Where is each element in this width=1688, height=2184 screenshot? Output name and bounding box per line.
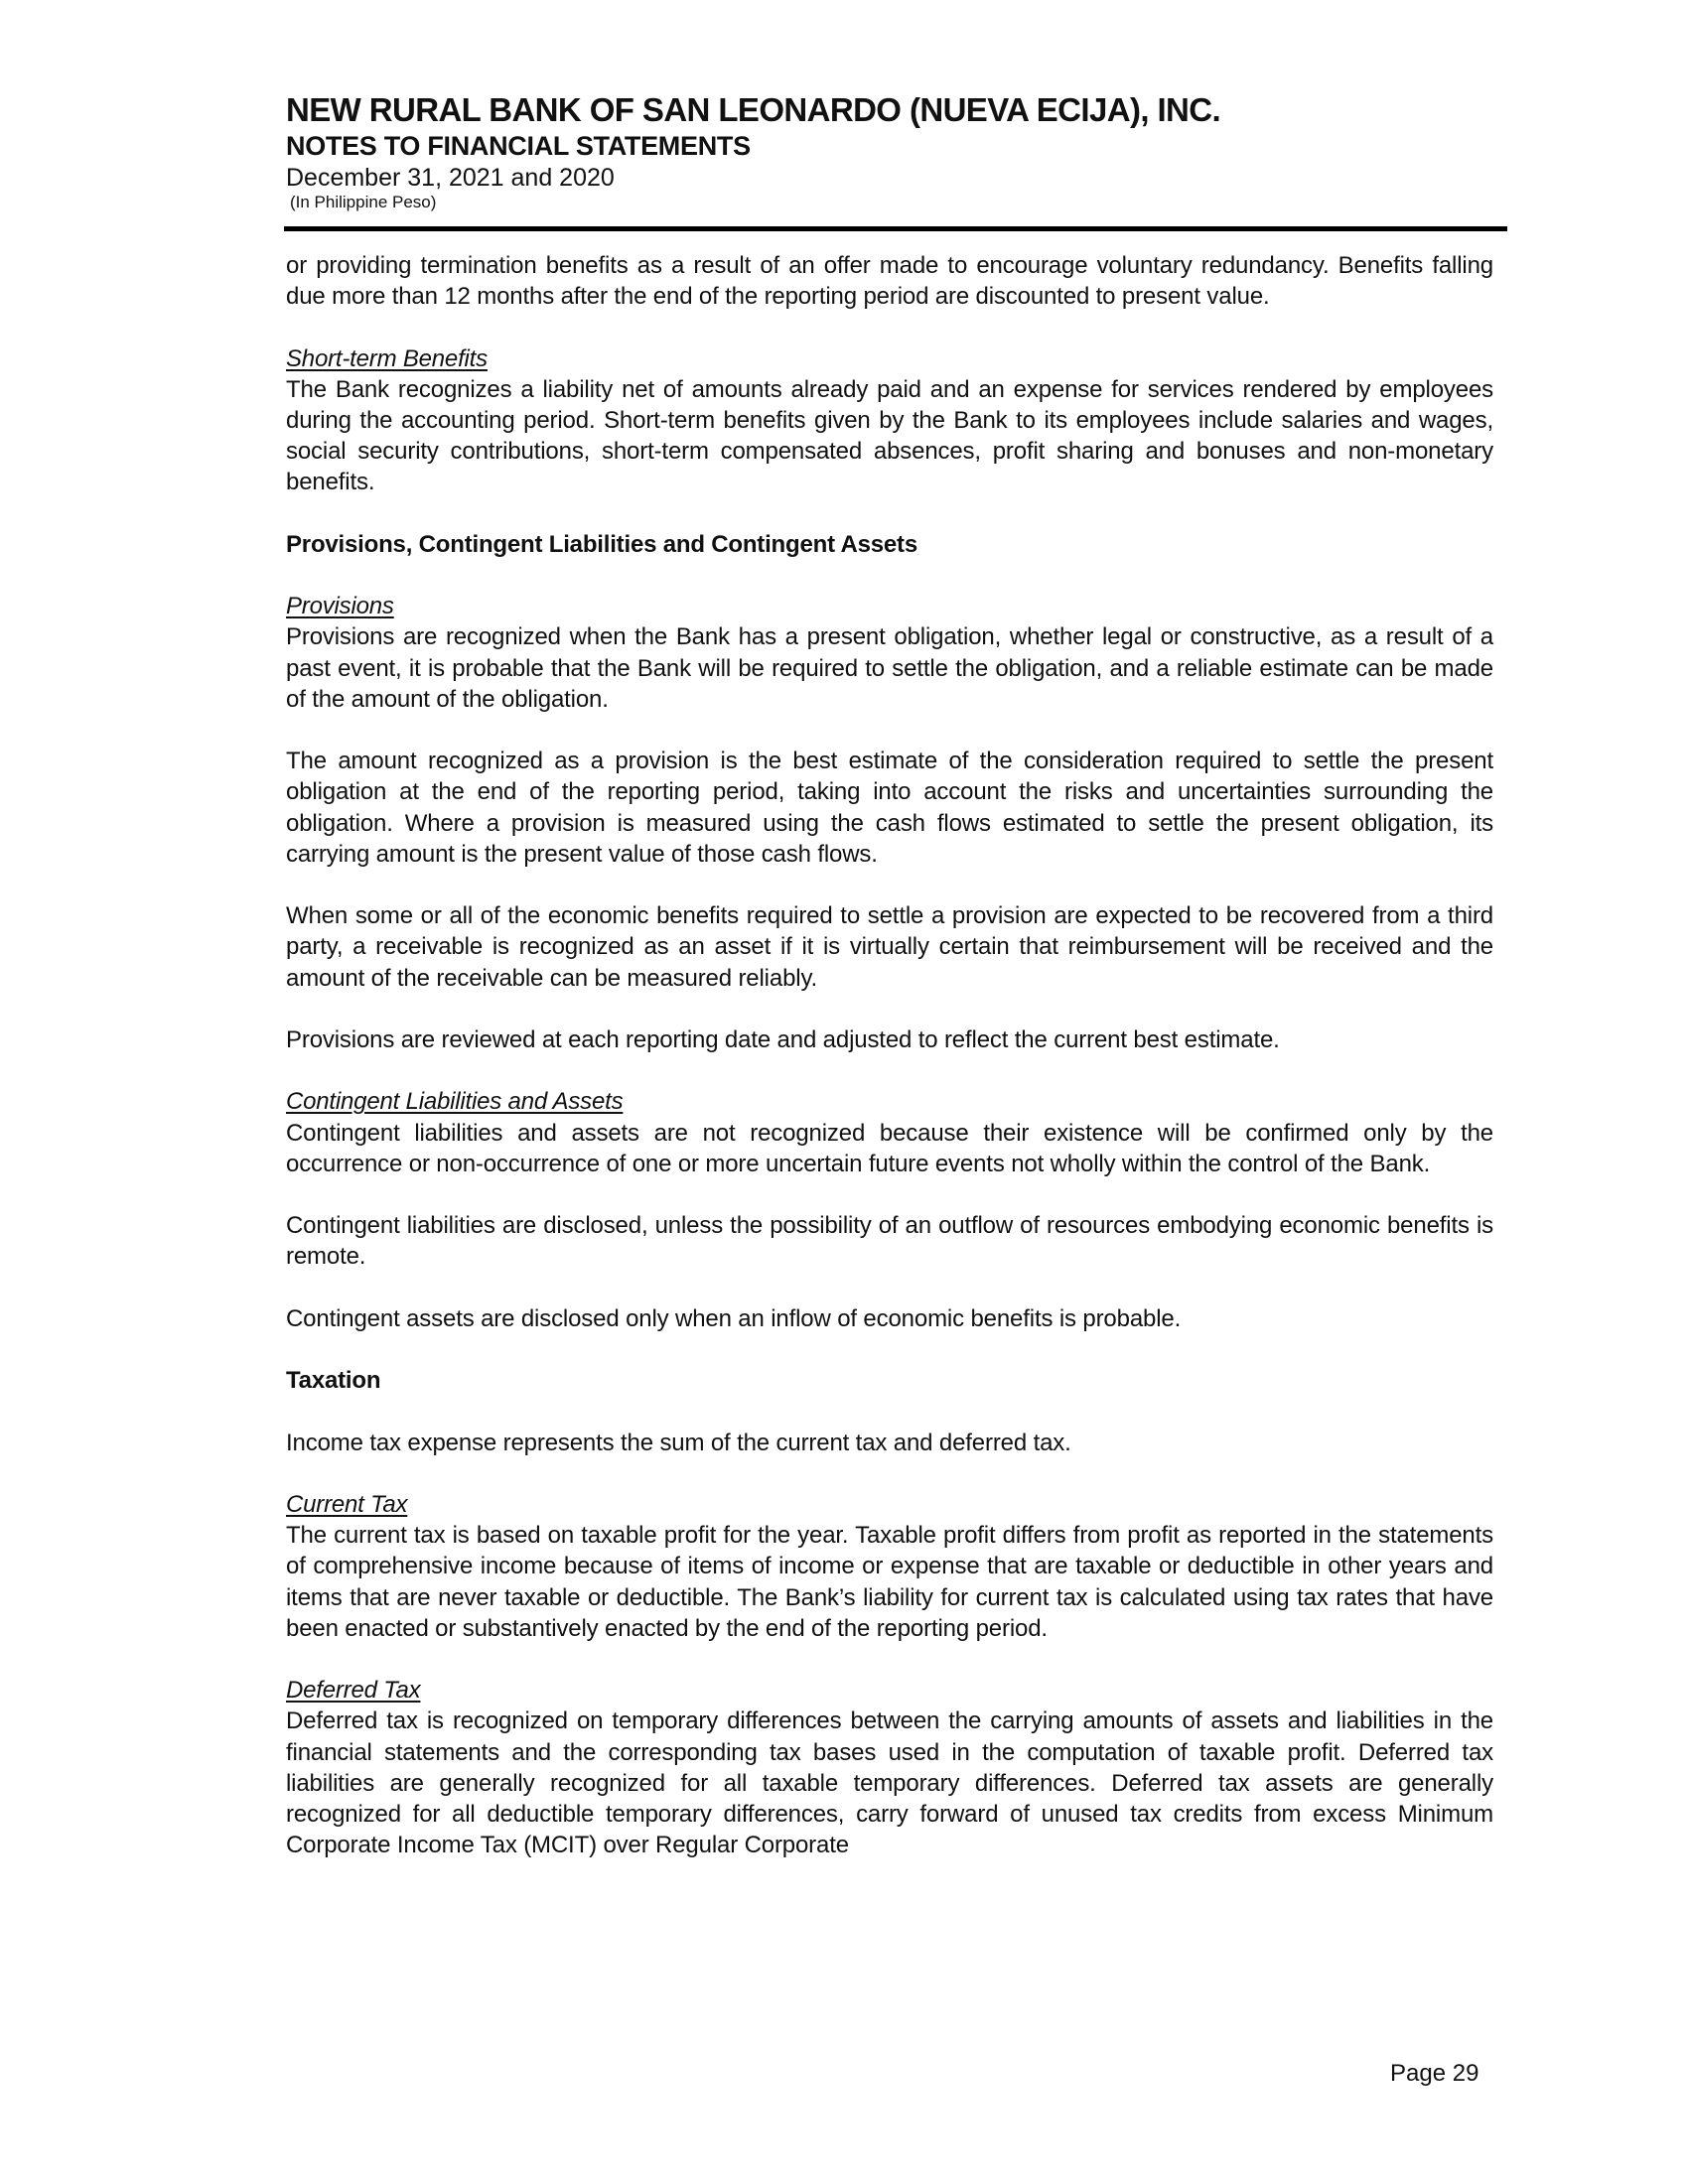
paragraph-deferred-tax: Deferred tax is recognized on temporary differences between the carrying amounts of assets and liabilities in the financial statements and the corresponding tax bases used in the computation of taxable profit. Deferred tax liabilities are generally recognized for all taxable temporary differences. Deferred tax assets are generally recognized for all deductible temporary differences, carry forward of unused tax credits from excess Minimum Corporate Income Tax (MCIT) over Regular Corporate bbox=[286, 1707, 1493, 1859]
company-name: NEW RURAL BANK OF SAN LEONARDO (NUEVA ECIJA), INC. bbox=[286, 91, 1221, 128]
paragraph-provisions-2: The amount recognized as a provision is the best estimate of the consideration required to settle the present obligation at the end of the reporting period, taking into account the risks and uncertainties surrounding the obligation. Where a provision is measured using the cash flows estimated to settle the present obligation, its carrying amount is the present value of those cash flows. bbox=[286, 748, 1493, 868]
reporting-period: December 31, 2021 and 2020 bbox=[286, 164, 615, 192]
paragraph-provisions-4: Provisions are reviewed at each reporting date and adjusted to reflect the current best estimate. bbox=[286, 1025, 1280, 1053]
document-body bbox=[286, 250, 1493, 1860]
currency-note: (In Philippine Peso) bbox=[290, 193, 437, 211]
section-heading-taxation: Taxation bbox=[286, 1367, 381, 1395]
subheading-short-term-benefits: Short-term Benefits bbox=[286, 344, 488, 372]
paragraph-current-tax: The current tax is based on taxable profit for the year. Taxable profit differs from profit as reported in the statements of comprehensive income because of items of income or expense that are taxable or deductible in other years and items that are never taxable or deductible. The Bank’s liability for current tax is calculated using tax rates that have been enacted or substantively enacted by the end of the reporting period. bbox=[286, 1522, 1493, 1642]
paragraph-taxation-intro: Income tax expense represents the sum of the current tax and deferred tax. bbox=[286, 1429, 1071, 1456]
subheading-current-tax: Current Tax bbox=[286, 1490, 408, 1518]
page-number: Page 29 bbox=[1390, 2060, 1479, 2087]
intro-paragraph: or providing termination benefits as a result of an offer made to encourage voluntary redundancy. Benefits falling due more than 12 months after the end of the reporting period are discounted to present value. bbox=[286, 252, 1493, 311]
subheading-deferred-tax: Deferred Tax bbox=[286, 1677, 421, 1705]
page-header bbox=[286, 91, 1509, 212]
header-divider bbox=[284, 226, 1507, 231]
paragraph-provisions-3: When some or all of the economic benefits required to settle a provision are expected to be recovered from a third party, a receivable is recognized as an asset if it is virtually certain that reimbursement will be received and the amount of the receivable can be measured reliably. bbox=[286, 902, 1493, 992]
subheading-provisions: Provisions bbox=[286, 593, 394, 620]
paragraph-contingent-1: Contingent liabilities and assets are not recognized because their existence will be confirmed only by the occurrence or non-occurrence of one or more uncertain future events not wholly within the control of the Bank. bbox=[286, 1119, 1493, 1177]
paragraph-contingent-2: Contingent liabilities are disclosed, unless the possibility of an outflow of resources embodying economic benefits is remote. bbox=[286, 1212, 1493, 1271]
section-heading-provisions: Provisions, Contingent Liabilities and Contingent Assets bbox=[286, 530, 917, 558]
paragraph-provisions-1: Provisions are recognized when the Bank has a present obligation, whether legal or constructive, as a result of a past event, it is probable that the Bank will be required to settle the obligation, and a reliable estimate can be made of the amount of the obligation. bbox=[286, 623, 1493, 713]
document-title: NOTES TO FINANCIAL STATEMENTS bbox=[286, 131, 751, 161]
subheading-contingent: Contingent Liabilities and Assets bbox=[286, 1088, 624, 1116]
paragraph-contingent-3: Contingent assets are disclosed only when an inflow of economic benefits is probable. bbox=[286, 1304, 1182, 1332]
paragraph-short-term-benefits: The Bank recognizes a liability net of amounts already paid and an expense for services rendered by employees during the accounting period. Short-term benefits given by the Bank to its employees include salaries and wages, social security contributions, short-term compensated absences, profit sharing and bonuses and non-monetary benefits. bbox=[286, 375, 1493, 496]
